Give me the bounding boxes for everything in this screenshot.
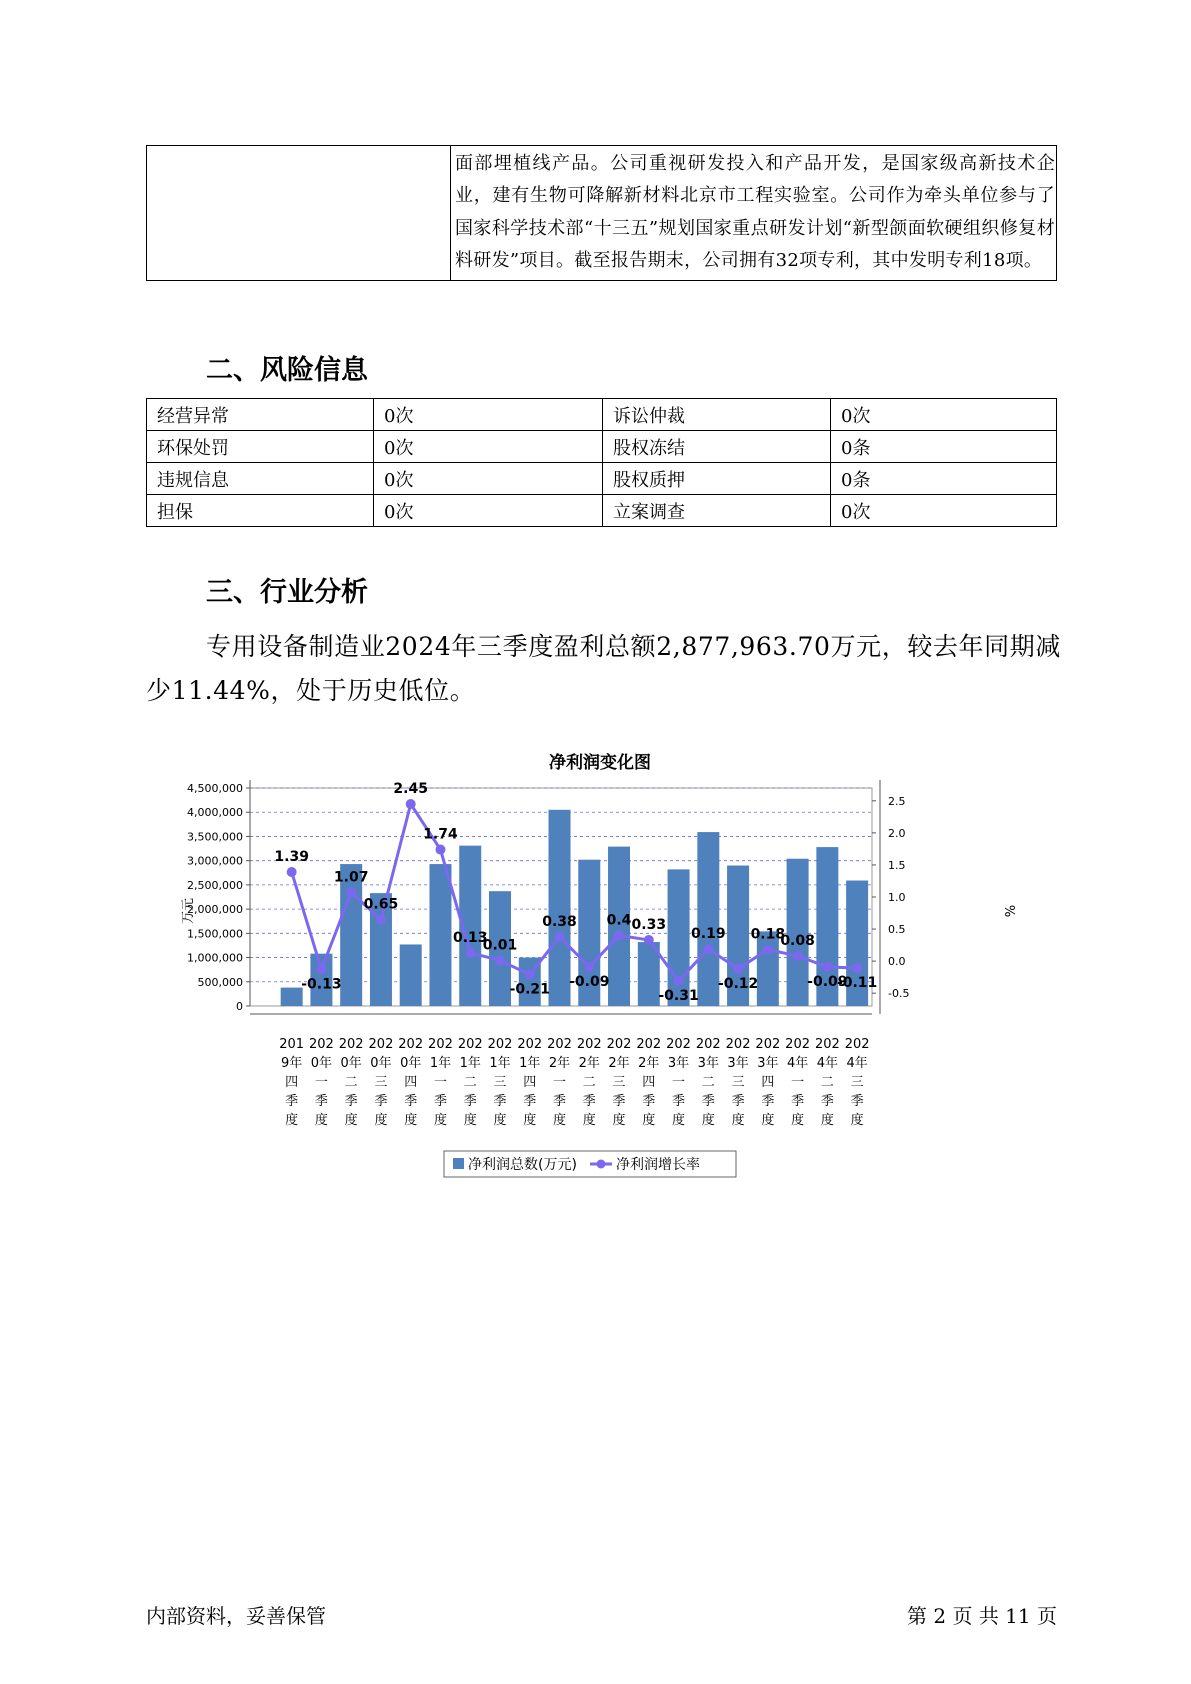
x-tick-label: 二 [582,1075,596,1090]
growth-point [346,888,356,898]
x-tick-label: 0年 [340,1056,362,1071]
y-tick-label: 0 [236,1000,243,1013]
risk-value: 0次 [831,399,1057,431]
x-tick-label: 季 [820,1094,834,1109]
growth-point [852,963,862,973]
growth-data-label: 1.74 [423,826,458,843]
x-tick-label: 度 [820,1113,834,1128]
y2-tick-label: 2.5 [888,794,906,808]
x-tick-label: 1年 [429,1056,452,1071]
x-tick-label: 1年 [489,1056,511,1071]
footer-note: 内部资料，妥善保管 [146,1604,326,1628]
intro-label-cell [147,146,451,281]
x-tick-label: 度 [731,1113,745,1128]
x-tick-label: 季 [553,1094,567,1109]
x-tick-label: 4年 [846,1056,868,1071]
company-intro-table [146,145,1057,281]
x-tick-label: 季 [612,1094,626,1109]
risk-value: 0条 [831,431,1057,463]
growth-data-label: -0.09 [807,973,848,990]
x-tick-label: 2年 [548,1056,571,1071]
y-tick-label: 2,000,000 [187,903,243,917]
growth-data-label: -0.09 [569,973,610,990]
bar [429,864,451,1006]
growth-data-label: -0.31 [658,987,699,1004]
x-tick-label: 一 [314,1075,328,1090]
y2-tick-label: 1.0 [888,891,906,904]
risk-label: 股权质押 [603,463,831,495]
x-tick-label: 4年 [786,1056,809,1071]
x-tick-label: 季 [463,1094,477,1109]
risk-label: 立案调查 [603,495,831,527]
x-tick-label: 季 [672,1094,686,1109]
x-tick-label: 202 [576,1037,602,1052]
x-tick-label: 季 [731,1094,745,1109]
industry-section-title: 三、行业分析 [206,577,368,608]
x-tick-label: 二 [701,1075,715,1090]
growth-point [406,799,416,809]
x-tick-label: 度 [314,1113,328,1128]
y-tick-label: 1,000,000 [187,951,243,965]
x-tick-label: 四 [404,1075,418,1090]
x-tick-label: 季 [314,1094,328,1109]
growth-point [525,970,535,980]
x-tick-label: 三 [612,1075,626,1090]
x-tick-label: 2年 [578,1056,600,1071]
x-tick-label: 一 [433,1075,447,1090]
risk-section-title: 二、风险信息 [206,355,368,386]
y2-tick-label: 0.5 [888,923,906,937]
x-tick-label: 202 [338,1037,364,1052]
risk-label: 环保处罚 [147,431,374,463]
growth-point [644,935,654,945]
x-tick-label: 度 [374,1113,388,1128]
growth-point [614,930,624,940]
legend-bar-label: 净利润总数(万元) [468,1157,577,1173]
x-tick-label: 季 [850,1094,864,1109]
x-tick-label: 度 [791,1113,805,1128]
growth-point [674,976,684,986]
x-tick-label: 度 [523,1113,537,1128]
table-row [147,495,1057,527]
x-tick-label: 2年 [638,1056,660,1071]
growth-data-label: -0.12 [717,975,759,992]
growth-point [465,948,475,958]
x-tick-label: 四 [642,1075,656,1090]
y-tick-label: 4,500,000 [187,782,243,795]
x-tick-label: 度 [404,1113,418,1128]
growth-data-label: -0.13 [301,976,342,993]
x-tick-label: 季 [642,1094,656,1109]
x-tick-label: 季 [761,1094,775,1109]
growth-point [763,945,773,955]
x-tick-label: 二 [344,1075,358,1090]
legend-bar-swatch [453,1158,464,1169]
x-tick-label: 202 [844,1037,870,1052]
growth-data-label: 0.13 [452,929,488,946]
growth-point [733,964,743,974]
growth-point [435,845,445,855]
x-tick-label: 季 [285,1094,299,1109]
x-tick-label: 三 [374,1075,388,1090]
x-tick-label: 季 [582,1094,596,1109]
growth-point [376,914,386,924]
growth-data-label: 0.01 [482,937,518,954]
growth-data-label: 2.45 [393,781,428,798]
industry-paragraph: 专用设备制造业2024年三季度盈利总额2,877,963.70万元，较去年同期减少11.44%，处于历史低位。 [146,632,1061,705]
x-tick-label: 季 [791,1094,805,1109]
risk-info-table [146,398,1057,527]
risk-label: 担保 [147,495,374,527]
x-tick-label: 度 [493,1113,507,1128]
x-tick-label: 202 [785,1037,811,1052]
x-tick-label: 202 [457,1037,483,1052]
growth-point [822,962,832,972]
x-tick-label: 202 [487,1037,513,1052]
y2-tick-label: -0.5 [888,987,910,1001]
x-tick-label: 3年 [727,1056,749,1071]
x-tick-label: 季 [523,1094,537,1109]
net-profit-chart [170,748,1016,1208]
x-tick-label: 一 [672,1075,686,1090]
risk-label: 违规信息 [147,463,374,495]
x-tick-label: 度 [344,1113,358,1128]
x-tick-label: 202 [368,1037,394,1052]
x-tick-label: 202 [309,1037,334,1052]
x-tick-label: 四 [285,1075,299,1090]
y-tick-label: 1,500,000 [187,927,243,941]
x-tick-label: 二 [820,1075,834,1090]
risk-label: 股权冻结 [603,431,831,463]
growth-data-label: 0.38 [542,913,577,930]
x-tick-label: 202 [517,1037,543,1052]
risk-value: 0次 [374,495,603,527]
x-tick-label: 季 [493,1094,507,1109]
x-tick-label: 202 [398,1037,424,1052]
y-axis-label: 万元 [181,897,196,925]
x-tick-label: 201 [279,1037,305,1052]
growth-data-label: 1.07 [333,869,369,886]
x-tick-label: 0年 [370,1056,392,1071]
x-tick-label: 季 [701,1094,715,1109]
x-tick-label: 3年 [697,1056,719,1071]
growth-data-label: 0.4 [606,912,632,929]
y2-tick-label: 0.0 [888,955,906,969]
legend-line-marker [597,1160,606,1169]
risk-value: 0次 [374,399,603,431]
x-tick-label: 202 [814,1037,840,1052]
growth-point [584,962,594,972]
x-tick-label: 202 [695,1037,721,1052]
x-tick-label: 四 [523,1075,537,1090]
growth-point [495,955,505,965]
table-row [147,431,1057,463]
x-tick-label: 度 [463,1113,477,1128]
x-tick-label: 9年 [281,1056,303,1071]
intro-text-cell [451,146,1057,281]
x-tick-label: 度 [553,1113,567,1128]
x-tick-label: 三 [850,1075,864,1090]
x-tick-label: 季 [344,1094,358,1109]
bar [757,931,779,1006]
x-tick-label: 度 [433,1113,447,1128]
growth-data-label: -0.11 [836,975,878,992]
growth-point [793,951,803,961]
x-tick-label: 季 [404,1094,418,1109]
x-tick-label: 度 [850,1113,864,1128]
chart-svg [170,748,1016,1208]
x-tick-label: 202 [547,1037,572,1052]
x-tick-label: 3年 [667,1056,690,1071]
x-tick-label: 一 [553,1075,567,1090]
growth-data-label: 0.33 [631,916,667,933]
x-tick-label: 季 [374,1094,388,1109]
risk-label: 经营异常 [147,399,374,431]
bar [281,988,303,1006]
y-tick-label: 4,000,000 [187,806,243,820]
growth-point [555,932,565,942]
x-tick-label: 0年 [310,1056,333,1071]
y-tick-label: 500,000 [197,975,243,989]
risk-value: 0次 [374,463,603,495]
growth-data-label: 0.08 [780,932,815,949]
y-tick-label: 2,500,000 [187,878,243,892]
growth-data-label: -0.21 [509,981,550,998]
x-tick-label: 四 [761,1075,775,1090]
risk-value: 0条 [831,463,1057,495]
x-tick-label: 0年 [400,1056,422,1071]
chart-title: 净利润变化图 [549,753,651,773]
growth-data-label: 0.65 [363,896,399,913]
page-number: 第 2 页 共 11 页 [907,1604,1057,1628]
x-tick-label: 202 [606,1037,632,1052]
x-tick-label: 202 [755,1037,781,1052]
growth-point [703,944,713,954]
x-tick-label: 度 [761,1113,775,1128]
x-tick-label: 4年 [816,1056,838,1071]
x-tick-label: 202 [636,1037,662,1052]
y2-tick-label: 2.0 [888,826,906,840]
x-tick-label: 202 [725,1037,751,1052]
bar [697,832,719,1006]
y-tick-label: 3,500,000 [187,830,243,844]
x-tick-label: 202 [428,1037,453,1052]
x-tick-label: 二 [463,1075,477,1090]
bar [549,810,571,1006]
table-row [147,463,1057,495]
x-tick-label: 度 [285,1113,299,1128]
growth-data-label: 1.39 [274,848,309,865]
x-tick-label: 1年 [519,1056,541,1071]
bar [400,944,422,1006]
growth-data-label: 0.19 [691,925,726,942]
x-tick-label: 三 [493,1075,507,1090]
x-tick-label: 一 [791,1075,805,1090]
risk-value: 0次 [831,495,1057,527]
risk-label: 诉讼仲裁 [603,399,831,431]
x-tick-label: 度 [701,1113,715,1128]
y2-axis-label: % [1001,904,1016,918]
company-intro-text: 面部埋植线产品。公司重视研发投入和产品开发，是国家级高新技术企业，建有生物可降解新材料北京市工程实验室。公司作为牵头单位参与了国家科学技术部“十三五”规划国家重点研发计划“新型颌面软硬组织修复材料研发”项目。截至报告期末，公司拥有32项专利，其中发明专利18项。 [455,153,1055,272]
growth-data-label: 0.18 [750,926,786,943]
x-tick-label: 2年 [608,1056,630,1071]
x-tick-label: 度 [672,1113,686,1128]
table-row [147,399,1057,431]
x-tick-label: 3年 [757,1056,779,1071]
y2-tick-label: 1.5 [888,858,906,872]
growth-point [287,867,297,877]
x-tick-label: 1年 [459,1056,481,1071]
growth-point [316,964,326,974]
x-tick-label: 度 [612,1113,626,1128]
y-tick-label: 3,000,000 [187,854,243,868]
x-tick-label: 度 [582,1113,596,1128]
risk-value: 0次 [374,431,603,463]
x-tick-label: 季 [433,1094,447,1109]
x-tick-label: 三 [731,1075,745,1090]
legend-line-label: 净利润增长率 [616,1157,700,1173]
x-tick-label: 度 [642,1113,656,1128]
x-tick-label: 202 [666,1037,691,1052]
